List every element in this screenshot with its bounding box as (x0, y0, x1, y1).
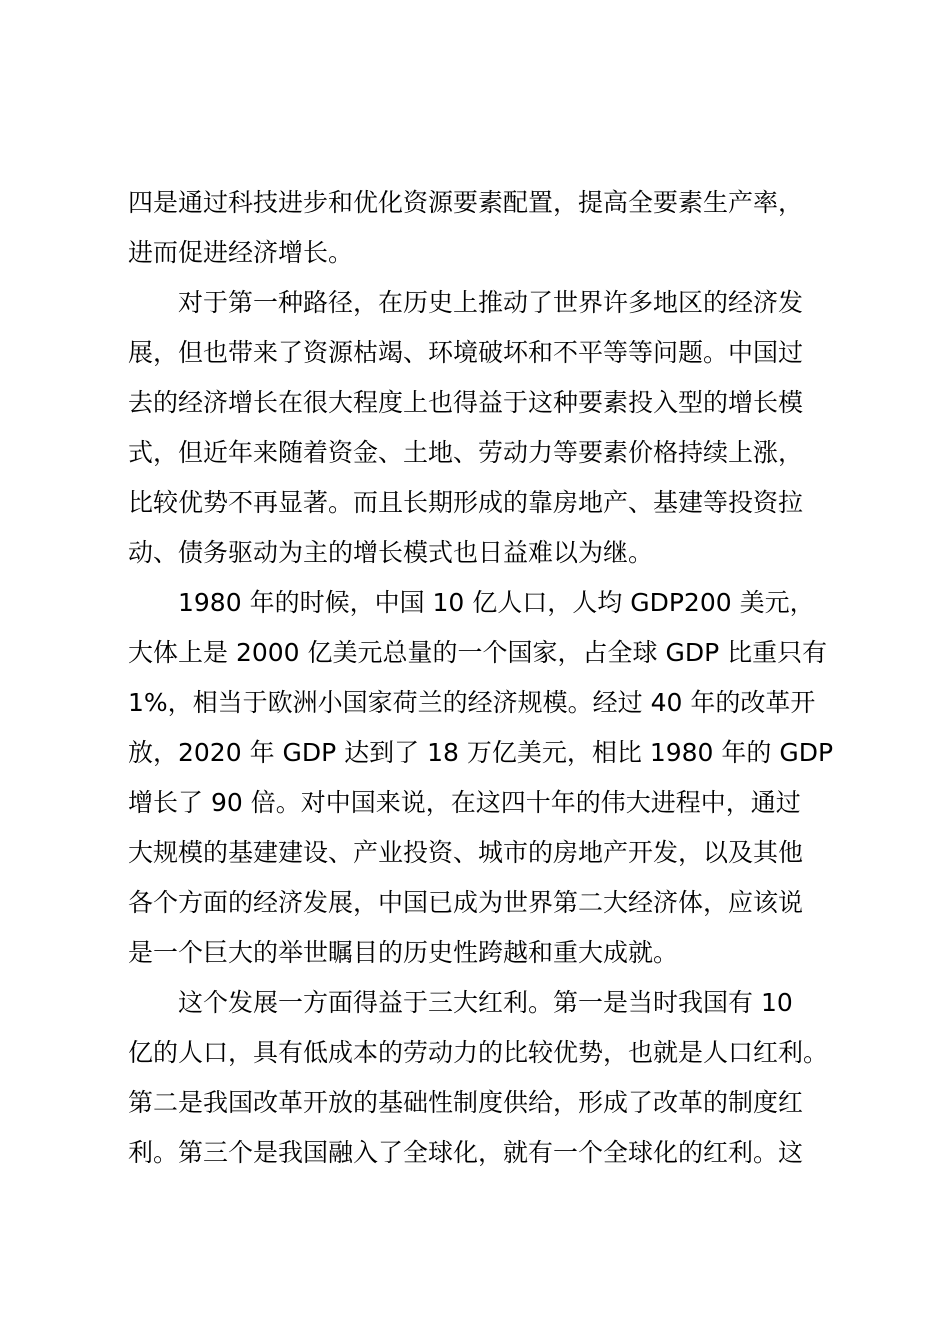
text-line: 去的经济增长在很大程度上也得益于这种要素投入型的增长模 (128, 388, 804, 417)
text-line: 利。第三个是我国融入了全球化，就有一个全球化的红利。这 (128, 1138, 804, 1167)
body-text (128, 178, 848, 1178)
text-line: 大体上是 2000 亿美元总量的一个国家，占全球 GDP 比重只有 (128, 638, 828, 667)
text-line: 1980 年的时候，中国 10 亿人口，人均 GDP200 美元， (178, 588, 815, 617)
text-line: 式，但近年来随着资金、土地、劳动力等要素价格持续上涨， (128, 438, 804, 467)
text-line: 亿的人口，具有低成本的劳动力的比较优势，也就是人口红利。 (128, 1038, 829, 1067)
text-line: 增长了 90 倍。对中国来说，在这四十年的伟大进程中，通过 (128, 788, 801, 817)
text-line: 这个发展一方面得益于三大红利。第一是当时我国有 10 (178, 988, 793, 1017)
text-line: 各个方面的经济发展，中国已成为世界第二大经济体，应该说 (128, 888, 804, 917)
paragraph-2 (128, 278, 848, 578)
paragraph-3 (128, 578, 848, 978)
paragraph-4 (128, 978, 848, 1178)
text-line: 动、债务驱动为主的增长模式也日益难以为继。 (128, 538, 654, 567)
text-line: 1%，相当于欧洲小国家荷兰的经济规模。经过 40 年的改革开 (128, 688, 816, 717)
text-line: 四是通过科技进步和优化资源要素配置，提高全要素生产率， (128, 188, 804, 217)
text-line: 放，2020 年 GDP 达到了 18 万亿美元，相比 1980 年的 GDP (128, 738, 834, 767)
paragraph-1 (128, 178, 848, 278)
text-line: 对于第一种路径，在历史上推动了世界许多地区的经济发 (178, 288, 804, 317)
text-line: 比较优势不再显著。而且长期形成的靠房地产、基建等投资拉 (128, 488, 804, 517)
text-line: 展，但也带来了资源枯竭、环境破坏和不平等等问题。中国过 (128, 338, 804, 367)
text-line: 大规模的基建建设、产业投资、城市的房地产开发，以及其他 (128, 838, 804, 867)
text-line: 第二是我国改革开放的基础性制度供给，形成了改革的制度红 (128, 1088, 804, 1117)
text-line: 进而促进经济增长。 (128, 238, 354, 267)
text-line: 是一个巨大的举世瞩目的历史性跨越和重大成就。 (128, 938, 679, 967)
